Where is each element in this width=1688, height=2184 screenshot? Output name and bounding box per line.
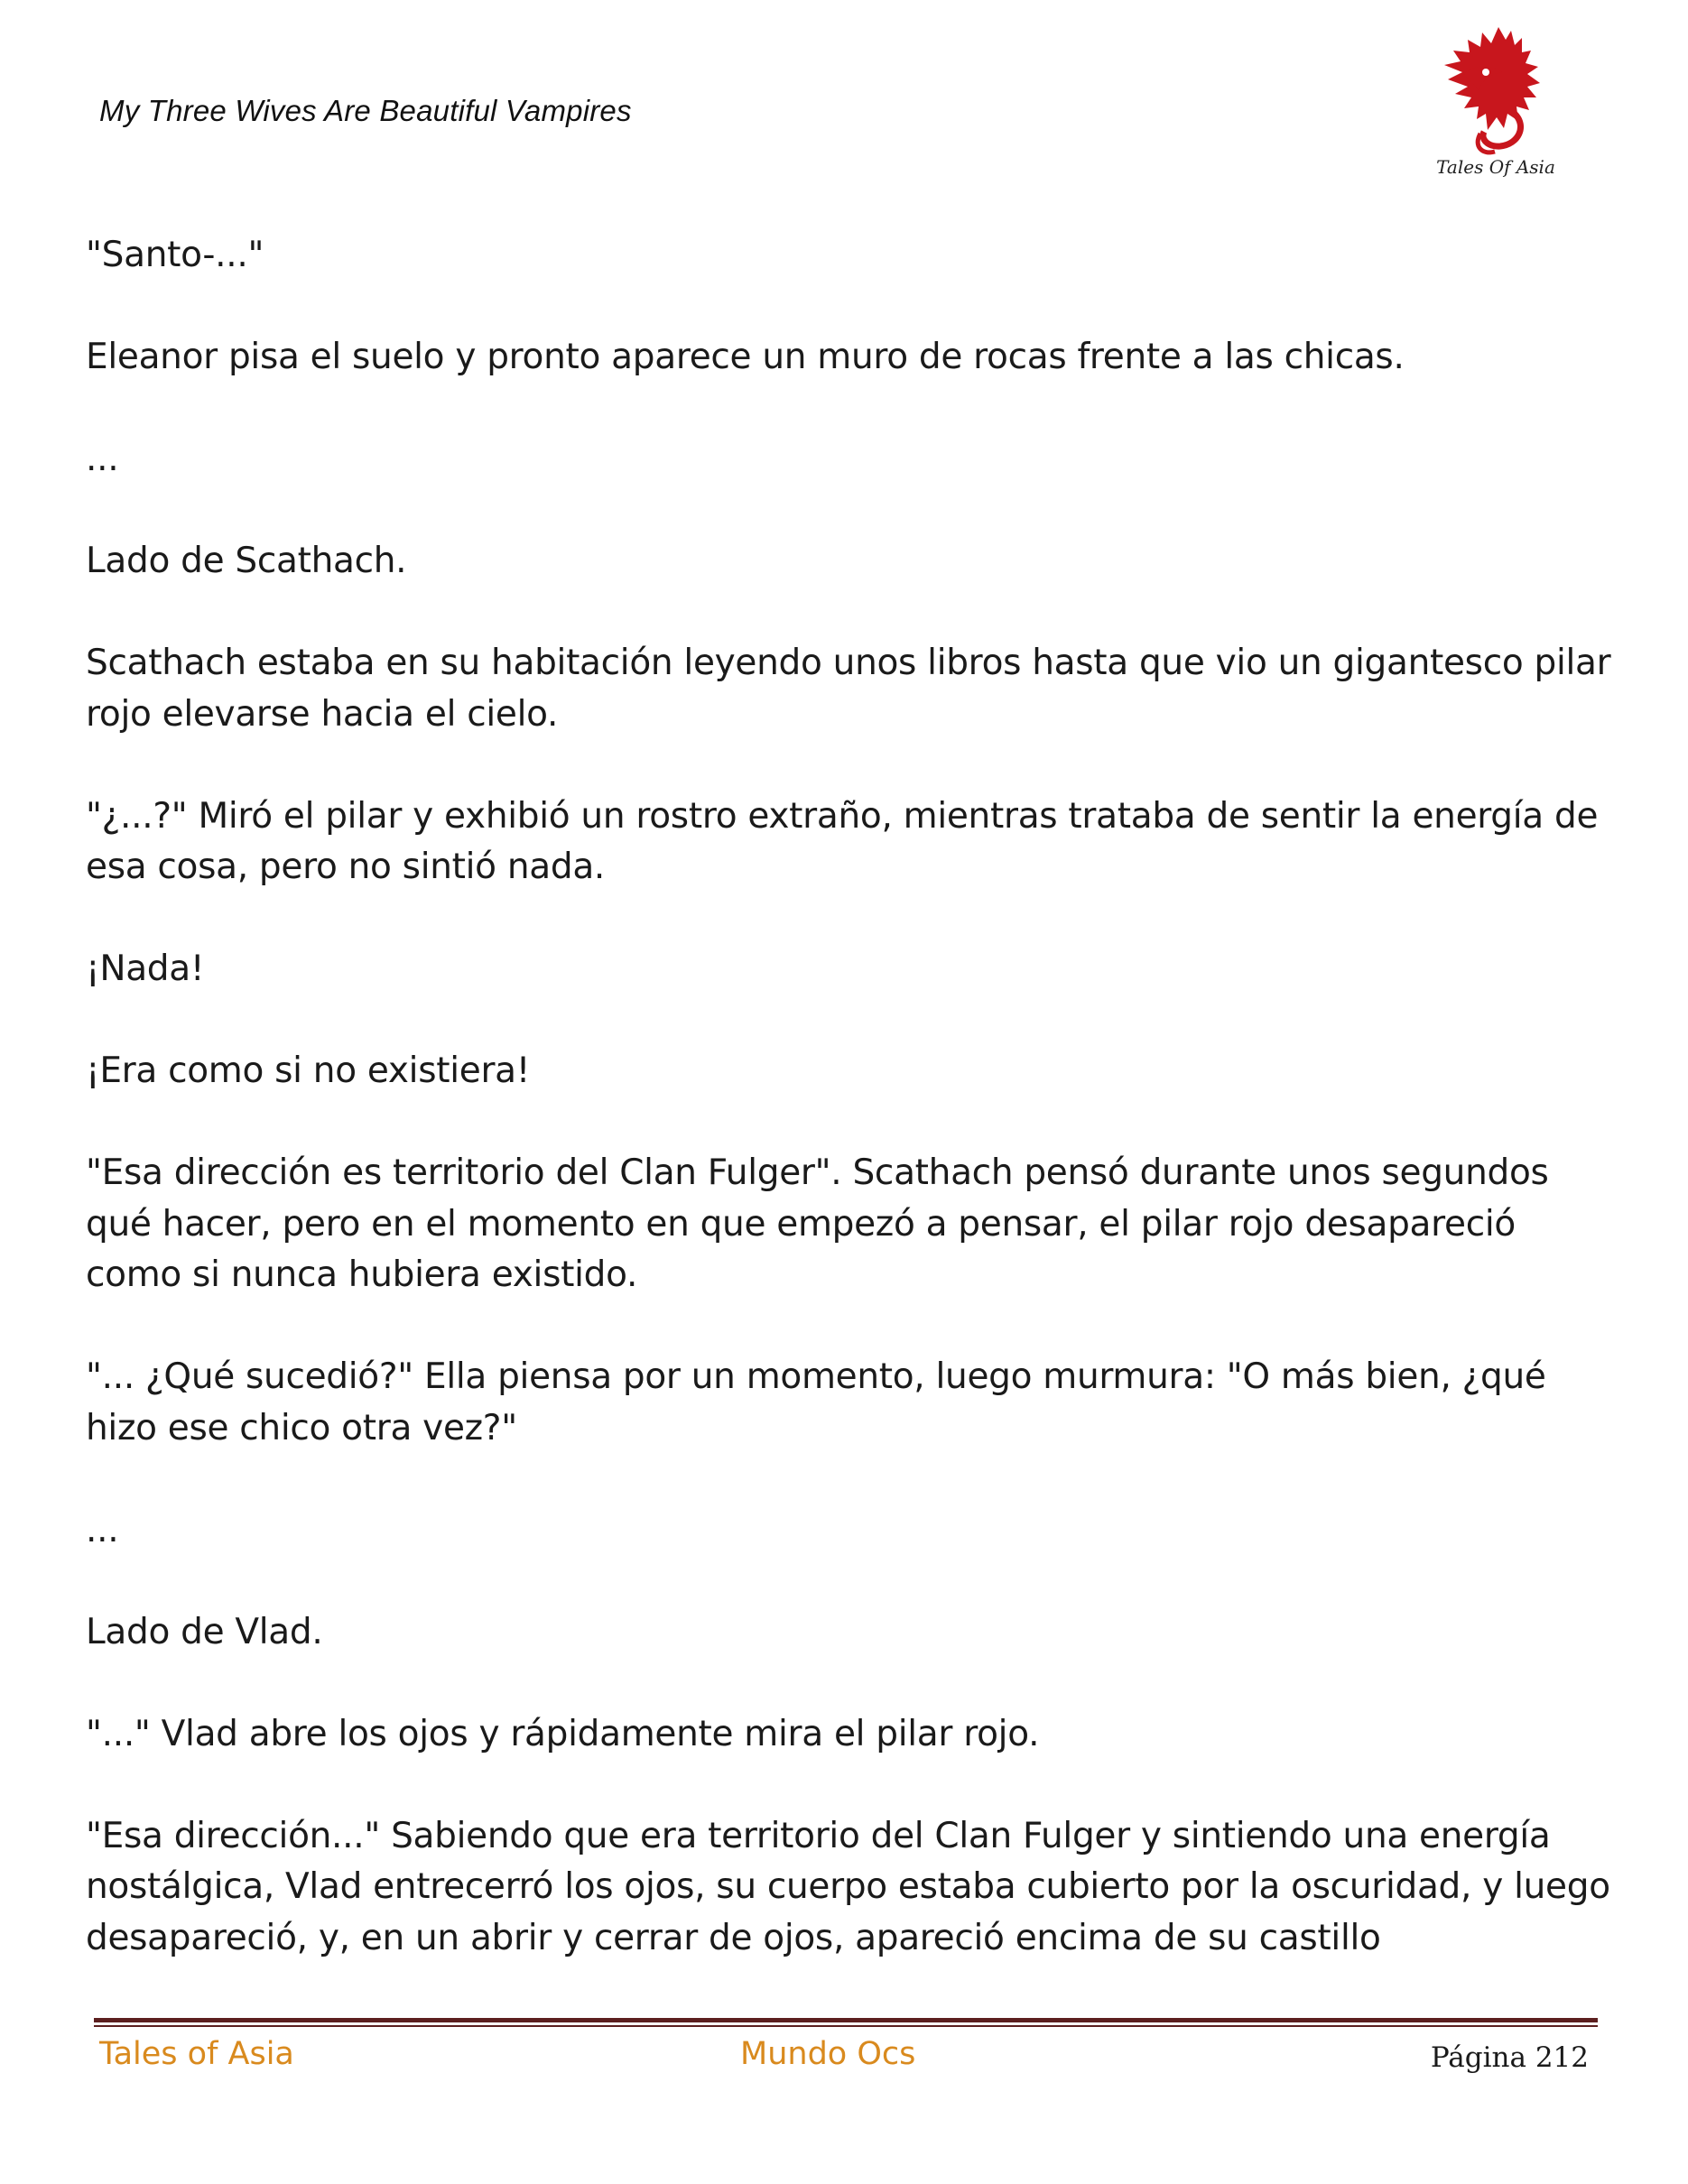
paragraph: "Esa dirección..." Sabiendo que era territorio del Clan Fulger y sintiendo una energía nostálgica, Vlad entrecerró los ojos, su cuerpo estaba cubierto por la oscuridad, y luego desapareció, y, en un abrir y cerrar de ojos, apareció encima de su castillo [86, 1815, 1610, 1958]
tales-of-asia-dragon-logo [1428, 20, 1563, 182]
paragraph: "Santo-..." [86, 235, 264, 275]
footer-divider [94, 2018, 1598, 2024]
paragraph: Lado de Scathach. [86, 541, 407, 581]
book-title: My Three Wives Are Beautiful Vampires [99, 94, 632, 127]
paragraph: "... ¿Qué sucedió?" Ella piensa por un momento, luego murmura: "O más bien, ¿qué hizo ese chico otra vez?" [86, 1356, 1546, 1448]
paragraph: Scathach estaba en su habitación leyendo unos libros hasta que vio un gigantesco pilar rojo elevarse hacia el cielo. [86, 643, 1611, 735]
page-number: Página 212 [1430, 2041, 1589, 2074]
paragraph: ... [86, 439, 119, 479]
paragraph: ¡Era como si no existiera! [86, 1050, 531, 1091]
chapter-body [86, 230, 1611, 2015]
paragraph: Lado de Vlad. [86, 1611, 323, 1652]
footer-translator: Mundo Ocs [740, 2036, 916, 2072]
paragraph: "Esa dirección es territorio del Clan Fulger". Scathach pensó durante unos segundos qué hacer, pero en el momento en que empezó a pensar, el pilar rojo desapareció como si nunca hubiera existido. [86, 1152, 1549, 1295]
paragraph: Eleanor pisa el suelo y pronto aparece un muro de rocas frente a las chicas. [86, 337, 1405, 377]
paragraph: "¿...?" Miró el pilar y exhibió un rostro extraño, mientras trataba de sentir la energía de esa cosa, pero no sintió nada. [86, 795, 1599, 887]
footer-publisher: Tales of Asia [99, 2036, 294, 2072]
footer-rule-thin [94, 2025, 1598, 2027]
paragraph: "..." Vlad abre los ojos y rápidamente mira el pilar rojo. [86, 1713, 1040, 1754]
logo-caption: Tales Of Asia [1436, 156, 1555, 178]
paragraph: ¡Nada! [86, 949, 205, 989]
paragraph: ... [86, 1509, 119, 1550]
footer-rule-thick [94, 2018, 1598, 2022]
